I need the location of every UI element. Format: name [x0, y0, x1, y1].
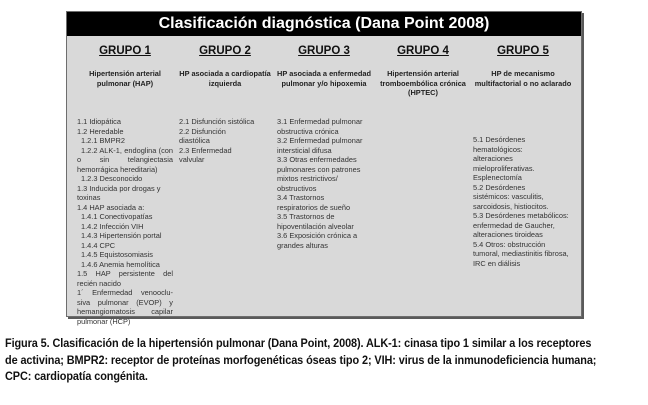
list-item: 1.5 HAP persistente del recién nacido: [77, 269, 173, 288]
list-item: 1´ Enfermedad venooclu-siva pulmonar (EVOP) y hemangiomatosis capilar pulmonar (HCP): [77, 288, 173, 326]
list-item: 1.3 Inducida por drogas y toxinas: [77, 183, 161, 202]
list-item: 2.1 Disfunción sistólica: [179, 117, 255, 126]
group-5-column: [473, 45, 573, 268]
group-2-items: [179, 117, 271, 165]
list-item: 1.4.6 Anemia hemolítica: [81, 259, 160, 269]
group-3-title: GRUPO 3: [298, 45, 350, 57]
list-item: 1.4.3 Hipertensión portal: [81, 231, 162, 240]
list-item: 3.1 Enfermedad pulmonar obstructiva crónica: [277, 117, 363, 136]
group-4-title: GRUPO 4: [397, 45, 449, 57]
list-item: 1.2.3 Desconocido: [81, 174, 143, 183]
list-item: 1.1 Idiopática: [77, 117, 121, 126]
group-1-subtitle: Hipertensión arterial pulmonar (HAP): [89, 69, 161, 88]
group-3-column: [277, 45, 371, 250]
group-2-subtitle: HP asociada a cardiopatía izquierda: [179, 69, 271, 88]
list-item: 1.4.4 CPC: [81, 240, 116, 250]
list-item: 5.4 Otros: obstrucción tumoral, mediastinitis fibrosa, IRC en diálisis: [473, 239, 569, 268]
group-2-title: GRUPO 2: [199, 45, 251, 57]
group-4-subtitle: Hipertensión arterial tromboembólica crónica (HPTEC): [380, 69, 466, 98]
group-5-items: [473, 135, 573, 268]
list-item: 2.3 Enfermedad valvular: [179, 145, 232, 164]
group-5-title: GRUPO 5: [497, 45, 549, 57]
classification-table: [66, 11, 582, 326]
list-item: 3.3 Otras enfermedades pulmonares con patrones mixtos restrictivos/ obstructivos: [277, 155, 361, 193]
group-3-subtitle: HP asociada a enfermedad pulmonar y/o hipoxemia: [277, 69, 371, 88]
group-2-column: [179, 45, 271, 165]
list-item: 3.6 Exposición crónica a grandes alturas: [277, 231, 358, 250]
list-item: 5.1 Desórdenes hematológicos: alteraciones mieloproliferativas. Esplenectomía: [473, 135, 535, 182]
group-1-column: [77, 45, 173, 326]
list-item: 1.4.2 Infección VIH: [81, 221, 144, 231]
list-item: 3.4 Trastornos respiratorios de sueño: [277, 193, 351, 212]
list-item: 2.2 Disfunción diastólica: [179, 126, 226, 145]
group-4-column: [373, 45, 473, 117]
list-item: 1.4 HAP asociada a:: [77, 202, 145, 212]
list-item: 1.2.1 BMPR2: [81, 136, 125, 145]
list-item: 5.3 Desórdenes metabólicos: enfermedad de Gaucher, alteraciones tiroideas: [473, 211, 569, 239]
group-1-items: [77, 117, 173, 326]
table-title: Clasificación diagnóstica (Dana Point 2008): [67, 12, 581, 36]
group-3-items: [277, 117, 371, 250]
list-item: 3.2 Enfermedad pulmonar intersticial difusa: [277, 136, 363, 155]
list-item: 1.2 Heredable: [77, 126, 124, 136]
figure-caption: Figura 5. Clasificación de la hipertensión pulmonar (Dana Point, 2008). ALK-1: cinasa tipo 1 similar a los receptores de activina; BMPR2: receptor de proteínas morfogenéticas óseas tipo 2; VIH: virus de la inmunodeficiencia humana; CPC: cardiopatía congénita.: [5, 337, 597, 383]
list-item: 3.5 Trastornos de hipoventilación alveolar: [277, 212, 354, 231]
list-item: 1.2.2 ALK-1, endoglina (con o sin telangiectasia hemorrágica hereditaria): [77, 145, 173, 174]
list-item: 5.2 Desórdenes sistémicos: vasculitis, sarcoidosis, histiocitos.: [473, 182, 549, 211]
list-item: 1.4.5 Equistosomiasis: [81, 250, 153, 259]
list-item: 1.4.1 Conectivopatías: [81, 212, 153, 221]
group-1-title: GRUPO 1: [99, 45, 151, 57]
group-5-subtitle: HP de mecanismo multifactorial o no aclarado: [474, 69, 572, 88]
